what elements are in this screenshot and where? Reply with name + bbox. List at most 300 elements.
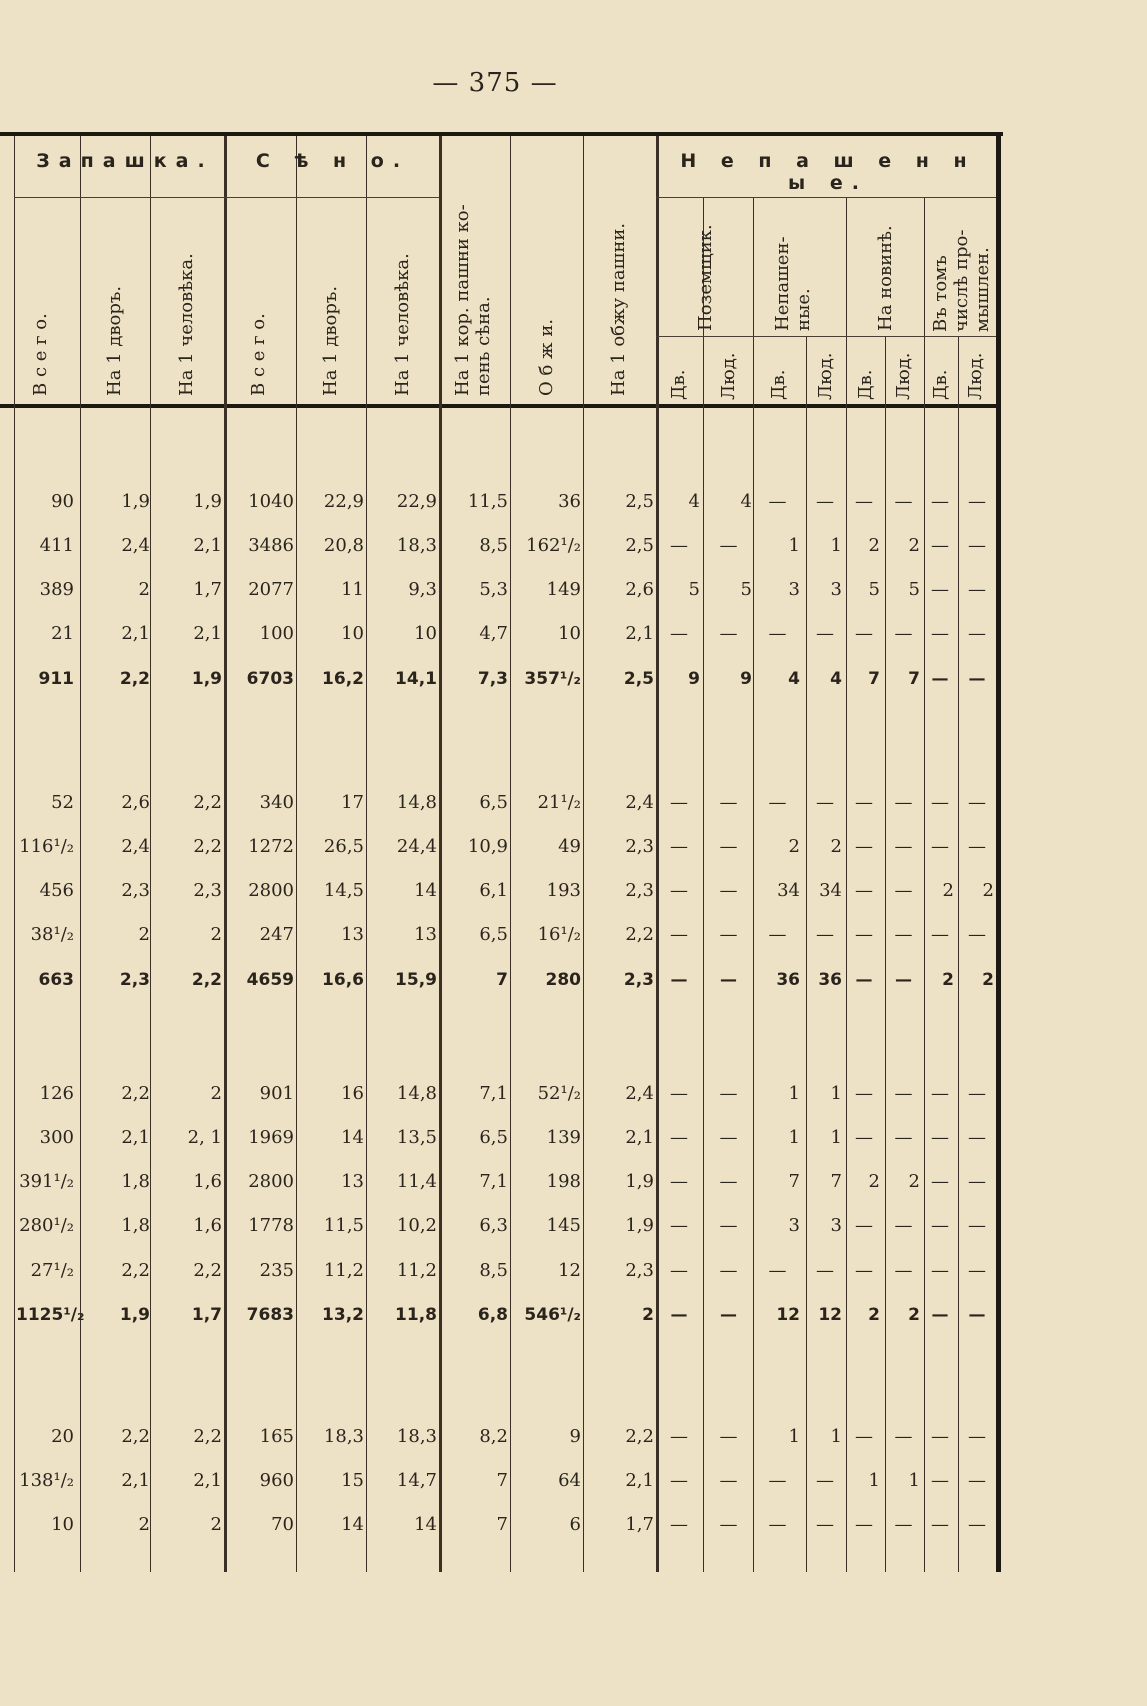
table-cell: — (894, 836, 913, 857)
table-cell: — (719, 1215, 738, 1236)
table-cell: 391¹/₂ (19, 1171, 74, 1192)
table-cell: — (968, 623, 986, 644)
table-cell: 1,6 (193, 1215, 222, 1236)
group-title-zapashka: Запашка. (36, 150, 214, 172)
table-cell: — (768, 1260, 787, 1281)
table-cell: 340 (259, 792, 294, 813)
table-cell: 7 (496, 1514, 508, 1535)
table-cell: — (931, 1260, 949, 1281)
table-cell: — (855, 970, 873, 990)
table-cell: 3 (830, 579, 842, 600)
table-cell: — (768, 491, 787, 512)
table-cell: 1969 (248, 1127, 294, 1148)
table-cell: 5 (688, 579, 700, 600)
header-pozemshchik: Поземщик. (695, 224, 716, 331)
table-cell: 18,3 (396, 1426, 437, 1447)
column-line (885, 336, 886, 1572)
table-cell: 2,3 (623, 970, 654, 990)
table-cell: 27¹/₂ (30, 1260, 74, 1281)
table-cell: — (931, 792, 949, 813)
table-cell: — (670, 970, 688, 990)
header-na-dvor-zapashka: На 1 дворъ. (104, 285, 125, 396)
table-cell: 13 (341, 1171, 364, 1192)
table-cell: 456 (39, 880, 74, 901)
table-cell: 2 (138, 924, 150, 945)
table-cell: 22,9 (396, 491, 437, 512)
table-cell: 411 (39, 535, 74, 556)
table-cell: — (816, 792, 834, 813)
table-cell: 52¹/₂ (537, 1083, 581, 1104)
table-cell: 13,5 (396, 1127, 437, 1148)
table-cell: 2 (982, 880, 994, 901)
table-cell: — (894, 491, 913, 512)
table-cell: — (931, 1470, 949, 1491)
table-cell: 2 (138, 579, 150, 600)
table-cell: 6,1 (479, 880, 508, 901)
table-cell: — (719, 836, 738, 857)
table-cell: — (931, 535, 949, 556)
table-cell: 11,5 (467, 491, 508, 512)
table-cell: 2077 (248, 579, 294, 600)
table-cell: 2 (942, 880, 954, 901)
table-cell: 10,9 (467, 836, 508, 857)
subheader-dv: Дв. (668, 369, 689, 400)
table-cell: 145 (546, 1215, 581, 1236)
table-cell: 13,2 (322, 1305, 364, 1325)
table-cell: 3 (830, 1215, 842, 1236)
table-cell: 7 (496, 970, 508, 990)
table-cell: — (855, 1215, 873, 1236)
table-cell: 11,8 (395, 1305, 437, 1325)
table-cell: 14 (341, 1514, 364, 1535)
table-cell: 546¹/₂ (524, 1305, 581, 1325)
table-cell: — (894, 1127, 913, 1148)
table-cell: — (894, 792, 913, 813)
table-cell: 4 (740, 491, 752, 512)
table-cell: 1,9 (121, 491, 150, 512)
table-cell: 14,1 (395, 669, 437, 689)
header-vsego-zapashka: В с е г о. (30, 313, 51, 396)
table-cell: 2,5 (623, 669, 654, 689)
table-cell: 12 (558, 1260, 581, 1281)
table-cell: — (968, 1215, 986, 1236)
table-cell: 2,3 (625, 836, 654, 857)
table-cell: — (670, 1305, 688, 1325)
table-cell: — (768, 924, 787, 945)
table-cell: — (894, 924, 913, 945)
table-cell: 3486 (248, 535, 294, 556)
table-cell: — (719, 1127, 738, 1148)
table-cell: 1,9 (625, 1171, 654, 1192)
table-cell: — (816, 623, 834, 644)
column-line (80, 136, 81, 1572)
table-cell: 14,5 (323, 880, 364, 901)
table-cell: 2,4 (121, 836, 150, 857)
table-cell: 16 (341, 1083, 364, 1104)
table-cell: 247 (259, 924, 294, 945)
table-cell: — (855, 924, 873, 945)
table-cell: 21¹/₂ (537, 792, 581, 813)
table-cell: 2 (210, 1083, 222, 1104)
table-cell: 1 (788, 1426, 800, 1447)
table-cell: — (895, 970, 912, 990)
table-cell: 26,5 (323, 836, 364, 857)
table-cell: 1,7 (625, 1514, 654, 1535)
table-cell: — (931, 669, 949, 689)
table-cell: 2,3 (121, 880, 150, 901)
group-underline (224, 197, 439, 198)
table-cell: 5,3 (479, 579, 508, 600)
table-cell: — (968, 669, 986, 689)
table-cell: — (931, 579, 949, 600)
header-v-tom-chisle: Въ томъ числѣ про- мышлен. (930, 229, 993, 332)
table-cell: — (670, 836, 688, 857)
table-cell: 6,3 (479, 1215, 508, 1236)
table-cell: 9 (569, 1426, 581, 1447)
table-cell: 2 (908, 1171, 920, 1192)
table-cell: — (670, 1260, 688, 1281)
table-cell: 11 (341, 579, 364, 600)
table-cell: 4 (830, 669, 842, 689)
table-cell: 1 (868, 1470, 880, 1491)
table-cell: — (670, 1514, 688, 1535)
table-cell: 4 (688, 491, 700, 512)
table-cell: 12 (776, 1305, 800, 1325)
table-cell: — (816, 1470, 834, 1491)
table-cell: 8,5 (479, 535, 508, 556)
column-line (924, 197, 925, 1572)
table-cell: — (719, 1083, 738, 1104)
table-cell: 2,4 (625, 1083, 654, 1104)
table-cell: 389 (39, 579, 74, 600)
table-cell: 1,9 (191, 669, 222, 689)
table-cell: 4659 (246, 970, 294, 990)
table-cell: 70 (271, 1514, 294, 1535)
table-cell: 116¹/₂ (19, 836, 74, 857)
table-cell: 14 (341, 1127, 364, 1148)
table-cell: 1 (830, 1127, 842, 1148)
table-cell: 8,2 (479, 1426, 508, 1447)
table-cell: — (931, 1215, 949, 1236)
table-cell: 235 (259, 1260, 294, 1281)
table-cell: 280 (545, 970, 581, 990)
table-cell: 1,9 (625, 1215, 654, 1236)
table-cell: 2,2 (193, 792, 222, 813)
table-cell: 2,2 (191, 970, 222, 990)
table-cell: — (720, 1305, 737, 1325)
table-cell: 2,1 (193, 535, 222, 556)
table-cell: — (855, 1514, 873, 1535)
header-na-chelovek-zapashka: На 1 человѣка. (176, 253, 197, 396)
table-cell: 2,3 (193, 880, 222, 901)
table-cell: 36 (818, 970, 842, 990)
table-cell: 2 (908, 1305, 920, 1325)
subheader-lyud: Люд. (718, 352, 739, 400)
table-cell: — (670, 792, 688, 813)
table-cell: 2 (868, 1305, 880, 1325)
table-cell: 5 (908, 579, 920, 600)
table-cell: — (894, 1260, 913, 1281)
table-cell: — (816, 924, 834, 945)
table-cell: — (931, 623, 949, 644)
table-cell: 2,2 (625, 1426, 654, 1447)
table-cell: — (719, 1260, 738, 1281)
table-cell: — (768, 792, 787, 813)
table-cell: 7,3 (477, 669, 508, 689)
table-cell: 4 (788, 669, 800, 689)
subheader-lyud: Люд. (815, 352, 836, 400)
table-cell: 2,1 (625, 1470, 654, 1491)
table-cell: 14,7 (396, 1470, 437, 1491)
subheader-line (656, 336, 996, 337)
table-cell: — (719, 1426, 738, 1447)
table-cell: 1,8 (121, 1215, 150, 1236)
table-cell: 2,5 (625, 491, 654, 512)
table-cell: 300 (39, 1127, 74, 1148)
table-cell: 7 (908, 669, 920, 689)
table-cell: 20 (51, 1426, 74, 1447)
table-cell: — (931, 1127, 949, 1148)
header-na-novine: На новинѣ. (875, 225, 896, 331)
table-cell: — (931, 1514, 949, 1535)
column-line (846, 197, 847, 1572)
table-cell: — (670, 924, 688, 945)
table-cell: 9 (740, 669, 752, 689)
table-cell: 2,3 (625, 880, 654, 901)
table-cell: 2 (982, 970, 994, 990)
table-cell: 1,9 (193, 491, 222, 512)
table-cell: 2,2 (193, 836, 222, 857)
table-cell: 10,2 (396, 1215, 437, 1236)
table-cell: — (768, 1470, 787, 1491)
table-cell: — (855, 880, 873, 901)
table-cell: — (670, 1127, 688, 1148)
table-cell: — (855, 1260, 873, 1281)
table-cell: 1125¹/₂ (16, 1305, 85, 1325)
table-cell: — (670, 535, 688, 556)
table-cell: — (968, 836, 986, 857)
table-cell: 14,8 (396, 792, 437, 813)
table-cell: 10 (51, 1514, 74, 1535)
table-cell: 38¹/₂ (30, 924, 74, 945)
table-cell: 1272 (248, 836, 294, 857)
table-cell: 663 (38, 970, 74, 990)
table-cell: — (670, 1215, 688, 1236)
table-cell: 10 (414, 623, 437, 644)
header-nepashennye: Непашен- ные. (772, 236, 814, 331)
table-cell: 3 (788, 1215, 800, 1236)
table-cell: — (855, 491, 873, 512)
column-line (296, 136, 297, 1572)
table-cell: — (719, 792, 738, 813)
table-cell: 2,2 (119, 669, 150, 689)
table-cell: — (931, 924, 949, 945)
table-cell: — (720, 970, 737, 990)
group-title-nepashennye: Н е п а ш е н н ы е. (680, 150, 976, 194)
table-cell: — (931, 1426, 949, 1447)
table-cell: 2 (788, 836, 800, 857)
table-cell: — (968, 1470, 986, 1491)
table-cell: — (816, 1514, 834, 1535)
table-cell: 6,5 (479, 792, 508, 813)
table-cell: — (855, 1127, 873, 1148)
table-cell: 16,2 (322, 669, 364, 689)
table-cell: 2 (868, 1171, 880, 1192)
table-cell: 7 (496, 1470, 508, 1491)
table-cell: — (719, 1171, 738, 1192)
column-line (753, 197, 754, 1572)
table-cell: 7683 (246, 1305, 294, 1325)
table-cell: — (894, 1426, 913, 1447)
table-cell: 139 (546, 1127, 581, 1148)
table-cell: 280¹/₂ (19, 1215, 74, 1236)
table-cell: 49 (558, 836, 581, 857)
table-cell: 2,5 (625, 535, 654, 556)
table-cell: — (855, 623, 873, 644)
table-cell: 7 (788, 1171, 800, 1192)
table-right-rule (996, 132, 1001, 1572)
table-cell: 2,1 (121, 1127, 150, 1148)
table-cell: 2,2 (121, 1426, 150, 1447)
table-cell: 11,5 (323, 1215, 364, 1236)
table-cell: — (968, 924, 986, 945)
table-cell: — (719, 623, 738, 644)
table-cell: 2,2 (193, 1426, 222, 1447)
table-cell: — (894, 1215, 913, 1236)
column-line (583, 136, 584, 1572)
table-cell: 11,4 (396, 1171, 437, 1192)
table-cell: 7,1 (479, 1171, 508, 1192)
table-cell: — (768, 623, 787, 644)
table-cell: 1 (830, 1083, 842, 1104)
column-line (806, 336, 807, 1572)
table-cell: 2,1 (625, 623, 654, 644)
subheader-dv: Дв. (855, 369, 876, 400)
table-cell: 2,1 (121, 623, 150, 644)
table-cell: 5 (740, 579, 752, 600)
table-cell: — (968, 491, 986, 512)
table-cell: — (968, 1127, 986, 1148)
table-cell: — (719, 924, 738, 945)
table-cell: 6703 (246, 669, 294, 689)
header-obzhi: О б ж и. (536, 318, 557, 396)
table-cell: — (719, 535, 738, 556)
header-na-dvor-seno: На 1 дворъ. (320, 285, 341, 396)
column-line (958, 336, 959, 1572)
table-cell: — (931, 1083, 949, 1104)
table-cell: 2,6 (121, 792, 150, 813)
table-cell: 14,8 (396, 1083, 437, 1104)
table-cell: 13 (414, 924, 437, 945)
table-cell: 2,2 (121, 1083, 150, 1104)
table-cell: 1040 (248, 491, 294, 512)
table-cell: 5 (868, 579, 880, 600)
table-cell: — (968, 1426, 986, 1447)
table-cell: 1 (788, 535, 800, 556)
table-cell: — (670, 880, 688, 901)
table-cell: — (931, 491, 949, 512)
group-underline (656, 197, 996, 198)
table-cell: — (855, 1083, 873, 1104)
table-cell: — (894, 1083, 913, 1104)
table-cell: 6,5 (479, 1127, 508, 1148)
table-cell: 7 (868, 669, 880, 689)
table-cell: 10 (558, 623, 581, 644)
table-cell: 1,9 (119, 1305, 150, 1325)
table-cell: 2,1 (193, 1470, 222, 1491)
table-cell: 165 (259, 1426, 294, 1447)
table-cell: 1778 (248, 1215, 294, 1236)
table-cell: 2,3 (119, 970, 150, 990)
table-cell: 960 (259, 1470, 294, 1491)
table-cell: — (931, 1305, 949, 1325)
page-number: — 375 — (432, 68, 558, 98)
table-cell: — (931, 1171, 949, 1192)
table-cell: — (968, 1260, 986, 1281)
table-cell: — (931, 836, 949, 857)
header-vsego-seno: В с е г о. (248, 313, 269, 396)
table-cell: 1,6 (193, 1171, 222, 1192)
column-line (703, 197, 704, 1572)
table-cell: 1,7 (191, 1305, 222, 1325)
table-cell: 2 (942, 970, 954, 990)
table-cell: 10 (341, 623, 364, 644)
table-cell: 2,2 (625, 924, 654, 945)
table-cell: 17 (341, 792, 364, 813)
table-cell: 15,9 (395, 970, 437, 990)
table-cell: 1 (830, 535, 842, 556)
table-cell: — (670, 1171, 688, 1192)
table-cell: 9,3 (408, 579, 437, 600)
table-cell: — (816, 491, 834, 512)
table-cell: 18,3 (323, 1426, 364, 1447)
table-cell: — (670, 1083, 688, 1104)
table-cell: — (968, 1171, 986, 1192)
table-cell: 2,2 (193, 1260, 222, 1281)
table-cell: 2,1 (625, 1127, 654, 1148)
table-cell: — (855, 792, 873, 813)
table-cell: 1 (788, 1127, 800, 1148)
subheader-dv: Дв. (768, 369, 789, 400)
table-cell: — (968, 1083, 986, 1104)
table-cell: 18,3 (396, 535, 437, 556)
table-cell: 9 (688, 669, 700, 689)
table-cell: 2,4 (625, 792, 654, 813)
table-cell: — (894, 880, 913, 901)
table-cell: 2 (868, 535, 880, 556)
table-cell: 1,8 (121, 1171, 150, 1192)
table-cell: 11,2 (396, 1260, 437, 1281)
table-cell: — (968, 535, 986, 556)
table-cell: 1,7 (193, 579, 222, 600)
column-line (366, 136, 367, 1572)
table-cell: 90 (51, 491, 74, 512)
table-cell: 16,6 (322, 970, 364, 990)
table-cell: 2,3 (625, 1260, 654, 1281)
table-cell: — (816, 1260, 834, 1281)
table-cell: 2,1 (121, 1470, 150, 1491)
table-cell: 2 (210, 924, 222, 945)
table-cell: — (719, 880, 738, 901)
group-underline (14, 197, 224, 198)
table-cell: 14 (414, 880, 437, 901)
table-cell: 2 (830, 836, 842, 857)
table-cell: — (855, 1426, 873, 1447)
table-cell: 36 (558, 491, 581, 512)
table-cell: 36 (776, 970, 800, 990)
table-cell: 2800 (248, 1171, 294, 1192)
table-cell: 2,2 (121, 1260, 150, 1281)
